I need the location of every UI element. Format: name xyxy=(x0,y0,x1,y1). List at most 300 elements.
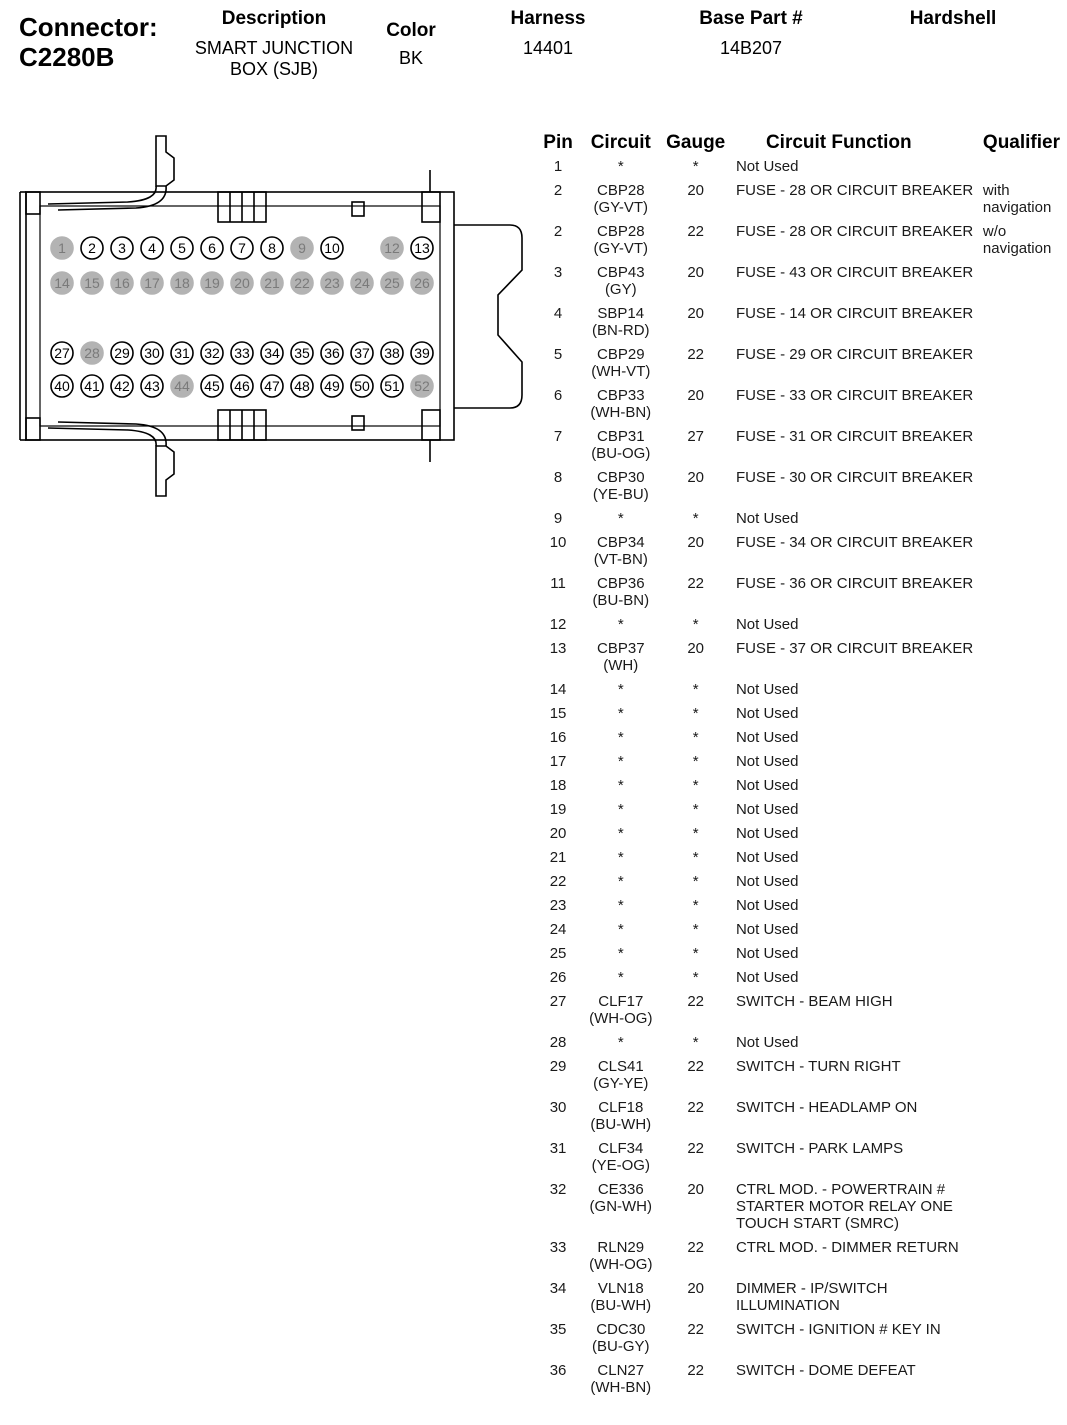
pin-number: 24 xyxy=(549,921,567,938)
cavity-label: 7 xyxy=(238,240,246,256)
cavity-label: 43 xyxy=(144,378,160,394)
cavity-label: 44 xyxy=(174,378,190,394)
cavity-21 xyxy=(261,272,283,294)
table-row xyxy=(530,1034,1060,1058)
circuit-function-cell: FUSE - 34 OR CIRCUIT BREAKER xyxy=(735,534,974,551)
table-row xyxy=(530,849,1060,873)
cavity-label: 10 xyxy=(324,240,340,256)
cavity-16 xyxy=(111,272,133,294)
pin-number: 35 xyxy=(549,1321,567,1338)
qualifier-cell xyxy=(983,753,1060,777)
cavity-18 xyxy=(171,272,193,294)
cavity-33 xyxy=(231,342,253,364)
cavity-51 xyxy=(381,375,403,397)
qualifier-cell xyxy=(983,575,1060,616)
circuit-function-cell: SWITCH - HEADLAMP ON xyxy=(735,1099,918,1116)
table-row xyxy=(530,825,1060,849)
qualifier-cell xyxy=(983,264,1060,305)
circuit-cell xyxy=(586,616,655,640)
circuit-function-cell: Not Used xyxy=(735,801,799,818)
circuit-cell xyxy=(586,428,655,469)
circuit-function-cell: Not Used xyxy=(735,158,799,175)
circuit-code: * xyxy=(617,969,624,986)
connector-title xyxy=(19,12,158,72)
gauge-cell: 22 xyxy=(687,1239,705,1256)
circuit-function-cell: FUSE - 37 OR CIRCUIT BREAKER xyxy=(735,640,974,657)
circuit-code: CBP43 xyxy=(597,264,645,281)
circuit-cell xyxy=(586,705,655,729)
circuit-code: * xyxy=(617,897,624,914)
gauge-cell: 20 xyxy=(687,1280,705,1297)
table-row xyxy=(530,705,1060,729)
pin-number: 16 xyxy=(549,729,567,746)
circuit-code: VLN18 xyxy=(597,1280,644,1297)
qualifier-cell xyxy=(983,681,1060,705)
circuit-function-cell: FUSE - 29 OR CIRCUIT BREAKER xyxy=(735,346,974,363)
table-row xyxy=(530,777,1060,801)
circuit-cell xyxy=(586,1181,655,1239)
qualifier-cell xyxy=(983,801,1060,825)
circuit-function-cell: Not Used xyxy=(735,777,799,794)
pin-number: 17 xyxy=(549,753,567,770)
cavity-label: 39 xyxy=(414,345,430,361)
table-row xyxy=(530,1280,1060,1321)
cavity-7 xyxy=(231,237,253,259)
cavity-5 xyxy=(171,237,193,259)
cavity-12 xyxy=(381,237,403,259)
cavity-label: 40 xyxy=(54,378,70,394)
cavity-22 xyxy=(291,272,313,294)
circuit-function-cell: SWITCH - DOME DEFEAT xyxy=(735,1362,916,1379)
gauge-cell: * xyxy=(692,969,699,986)
table-row xyxy=(530,969,1060,993)
pin-table-body xyxy=(530,158,1060,1403)
pin-number: 26 xyxy=(549,969,567,986)
cavity-42 xyxy=(111,375,133,397)
cavity-label: 33 xyxy=(234,345,250,361)
wire-color: (WH) xyxy=(603,657,639,674)
pin-number: 13 xyxy=(549,640,567,657)
qualifier-cell xyxy=(983,346,1060,387)
qualifier-cell xyxy=(983,1280,1060,1321)
table-row xyxy=(530,616,1060,640)
hardshell-block xyxy=(888,8,1018,30)
header-circuit-function: Circuit Function xyxy=(765,132,912,153)
qualifier-cell xyxy=(983,1058,1060,1099)
table-row xyxy=(530,640,1060,681)
cavity-3 xyxy=(111,237,133,259)
cavity-label: 21 xyxy=(264,275,280,291)
pin-number: 29 xyxy=(549,1058,567,1075)
description-value-line2: BOX (SJB) xyxy=(229,59,318,79)
cavity-17 xyxy=(141,272,163,294)
qualifier-cell xyxy=(983,616,1060,640)
wire-color: (BU-WH) xyxy=(590,1116,652,1133)
cavity-label: 34 xyxy=(264,345,280,361)
cavity-47 xyxy=(261,375,283,397)
circuit-cell xyxy=(586,681,655,705)
table-row xyxy=(530,158,1060,182)
cavity-label: 18 xyxy=(174,275,190,291)
cavity-32 xyxy=(201,342,223,364)
pin-number: 20 xyxy=(549,825,567,842)
table-row xyxy=(530,1362,1060,1403)
table-row xyxy=(530,1239,1060,1280)
circuit-code: CBP31 xyxy=(597,428,645,445)
cavity-36 xyxy=(321,342,343,364)
cavity-grid xyxy=(51,237,433,397)
qualifier-cell xyxy=(983,945,1060,969)
circuit-function-cell: Not Used xyxy=(735,1034,799,1051)
circuit-cell xyxy=(586,1099,655,1140)
circuit-code: CLF17 xyxy=(598,993,644,1010)
circuit-function-cell: Not Used xyxy=(735,753,799,770)
gauge-cell: 22 xyxy=(687,1058,705,1075)
circuit-function-cell: CTRL MOD. - POWERTRAIN # STARTER MOTOR RELAY ONE TOUCH START (SMRC) xyxy=(735,1181,953,1232)
circuit-cell xyxy=(586,1280,655,1321)
wire-color: (GY-VT) xyxy=(593,240,648,257)
cavity-label: 42 xyxy=(114,378,130,394)
circuit-code: * xyxy=(617,777,624,794)
gauge-cell: * xyxy=(692,753,699,770)
gauge-cell: * xyxy=(692,510,699,527)
qualifier-cell xyxy=(983,1181,1060,1239)
cavity-label: 23 xyxy=(324,275,340,291)
pin-number: 2 xyxy=(553,182,563,199)
pin-number: 28 xyxy=(549,1034,567,1051)
pin-number: 6 xyxy=(553,387,563,404)
header-pin: Pin xyxy=(543,132,573,153)
cavity-label: 38 xyxy=(384,345,400,361)
circuit-function-cell: FUSE - 33 OR CIRCUIT BREAKER xyxy=(735,387,974,404)
circuit-function-cell: CTRL MOD. - DIMMER RETURN xyxy=(735,1239,959,1256)
table-row xyxy=(530,873,1060,897)
qualifier-cell xyxy=(983,510,1060,534)
table-row xyxy=(530,801,1060,825)
cavity-9 xyxy=(291,237,313,259)
table-row xyxy=(530,897,1060,921)
cavity-label: 3 xyxy=(118,240,126,256)
qualifier-cell xyxy=(983,777,1060,801)
qualifier-cell xyxy=(983,305,1060,346)
cavity-label: 26 xyxy=(414,275,430,291)
qualifier-cell xyxy=(983,873,1060,897)
table-row xyxy=(530,753,1060,777)
qualifier-cell xyxy=(983,1034,1060,1058)
cavity-label: 28 xyxy=(84,345,100,361)
pin-number: 12 xyxy=(549,616,567,633)
cavity-label: 32 xyxy=(204,345,220,361)
cavity-label: 51 xyxy=(384,378,400,394)
qualifier-cell xyxy=(983,705,1060,729)
gauge-cell: * xyxy=(692,945,699,962)
gauge-cell: 22 xyxy=(687,993,705,1010)
pin-number: 27 xyxy=(549,993,567,1010)
circuit-cell xyxy=(586,305,655,346)
wire-color: (VT-BN) xyxy=(593,551,648,568)
circuit-function-cell: Not Used xyxy=(735,616,799,633)
circuit-cell xyxy=(586,264,655,305)
circuit-function-cell: SWITCH - BEAM HIGH xyxy=(735,993,893,1010)
cavity-44 xyxy=(171,375,193,397)
pin-number: 18 xyxy=(549,777,567,794)
cavity-4 xyxy=(141,237,163,259)
circuit-function-cell: Not Used xyxy=(735,897,799,914)
circuit-code: * xyxy=(617,825,624,842)
cavity-20 xyxy=(231,272,253,294)
gauge-cell: * xyxy=(692,777,699,794)
circuit-code: CBP34 xyxy=(597,534,645,551)
cavity-label: 31 xyxy=(174,345,190,361)
cavity-38 xyxy=(381,342,403,364)
cavity-45 xyxy=(201,375,223,397)
cavity-label: 37 xyxy=(354,345,370,361)
cavity-label: 48 xyxy=(294,378,310,394)
gauge-cell: 20 xyxy=(687,534,705,551)
base-part-block xyxy=(676,8,826,59)
wire-color: (WH-OG) xyxy=(589,1010,653,1027)
circuit-code: CLF34 xyxy=(598,1140,644,1157)
qualifier-cell xyxy=(983,534,1060,575)
circuit-cell xyxy=(586,158,655,182)
circuit-code: CDC30 xyxy=(596,1321,646,1338)
pin-number: 2 xyxy=(553,223,563,240)
circuit-code: CBP29 xyxy=(597,346,645,363)
pin-number: 5 xyxy=(553,346,563,363)
cavity-10 xyxy=(321,237,343,259)
circuit-cell xyxy=(586,1321,655,1362)
table-row xyxy=(530,945,1060,969)
cavity-52 xyxy=(411,375,433,397)
pin-number: 9 xyxy=(553,510,563,527)
circuit-cell xyxy=(586,1140,655,1181)
wire-color: (WH-OG) xyxy=(589,1256,653,1273)
cavity-label: 52 xyxy=(414,378,430,394)
pin-number: 33 xyxy=(549,1239,567,1256)
gauge-cell: 22 xyxy=(687,1140,705,1157)
table-row xyxy=(530,469,1060,510)
cavity-35 xyxy=(291,342,313,364)
pin-number: 22 xyxy=(549,873,567,890)
qualifier-cell: with navigation xyxy=(982,182,1052,216)
cavity-label: 24 xyxy=(354,275,370,291)
cavity-label: 2 xyxy=(88,240,96,256)
cavity-label: 47 xyxy=(264,378,280,394)
circuit-code: * xyxy=(617,849,624,866)
qualifier-cell xyxy=(983,969,1060,993)
connector-label: Connector: xyxy=(19,12,158,42)
pin-number: 21 xyxy=(549,849,567,866)
table-row xyxy=(530,921,1060,945)
gauge-cell: * xyxy=(692,921,699,938)
base-part-label: Base Part # xyxy=(699,8,803,29)
circuit-cell xyxy=(586,993,655,1034)
cavity-label: 50 xyxy=(354,378,370,394)
gauge-cell: 20 xyxy=(687,264,705,281)
circuit-code: CBP30 xyxy=(597,469,645,486)
cavity-29 xyxy=(111,342,133,364)
circuit-function-cell: SWITCH - TURN RIGHT xyxy=(735,1058,901,1075)
base-part-value: 14B207 xyxy=(719,38,783,58)
cavity-19 xyxy=(201,272,223,294)
circuit-cell xyxy=(586,1362,655,1403)
cavity-41 xyxy=(81,375,103,397)
cavity-label: 9 xyxy=(298,240,306,256)
pin-number: 32 xyxy=(549,1181,567,1198)
cavity-label: 17 xyxy=(144,275,160,291)
wire-color: (YE-OG) xyxy=(591,1157,650,1174)
cavity-label: 46 xyxy=(234,378,250,394)
cavity-label: 15 xyxy=(84,275,100,291)
cavity-24 xyxy=(351,272,373,294)
cavity-6 xyxy=(201,237,223,259)
pin-number: 1 xyxy=(553,158,563,175)
circuit-cell xyxy=(586,534,655,575)
circuit-code: CLN27 xyxy=(597,1362,645,1379)
pin-number: 14 xyxy=(549,681,567,698)
cavity-13 xyxy=(411,237,433,259)
qualifier-cell xyxy=(983,1321,1060,1362)
gauge-cell: 22 xyxy=(687,1321,705,1338)
cavity-label: 29 xyxy=(114,345,130,361)
gauge-cell: * xyxy=(692,849,699,866)
circuit-code: * xyxy=(617,681,624,698)
wire-color: (GY) xyxy=(604,281,637,298)
circuit-code: * xyxy=(617,158,624,175)
cavity-50 xyxy=(351,375,373,397)
table-row xyxy=(530,1181,1060,1239)
circuit-code: CLS41 xyxy=(597,1058,644,1075)
qualifier-cell xyxy=(983,469,1060,510)
cavity-label: 5 xyxy=(178,240,186,256)
cavity-2 xyxy=(81,237,103,259)
gauge-cell: 22 xyxy=(687,1099,705,1116)
circuit-code: * xyxy=(617,510,624,527)
circuit-function-cell: Not Used xyxy=(735,705,799,722)
circuit-cell xyxy=(586,387,655,428)
circuit-cell xyxy=(586,469,655,510)
circuit-cell xyxy=(586,346,655,387)
circuit-cell xyxy=(586,801,655,825)
pin-number: 23 xyxy=(549,897,567,914)
gauge-cell: 22 xyxy=(687,346,705,363)
gauge-cell: * xyxy=(692,616,699,633)
color-block xyxy=(370,20,452,69)
circuit-code: * xyxy=(617,945,624,962)
gauge-cell: 20 xyxy=(687,305,705,322)
table-row xyxy=(530,993,1060,1034)
wire-color: (WH-VT) xyxy=(591,363,651,380)
pin-number: 25 xyxy=(549,945,567,962)
connector-id: C2280B xyxy=(19,42,115,72)
cavity-label: 4 xyxy=(148,240,156,256)
circuit-cell xyxy=(586,825,655,849)
circuit-function-cell: FUSE - 36 OR CIRCUIT BREAKER xyxy=(735,575,974,592)
table-row xyxy=(530,1140,1060,1181)
circuit-function-cell: Not Used xyxy=(735,825,799,842)
circuit-function-cell: Not Used xyxy=(735,945,799,962)
cavity-label: 12 xyxy=(384,240,400,256)
cavity-39 xyxy=(411,342,433,364)
circuit-code: SBP14 xyxy=(597,305,645,322)
circuit-code: CBP28 xyxy=(597,182,645,199)
circuit-cell xyxy=(586,849,655,873)
connector-face-diagram xyxy=(18,130,530,502)
cavity-8 xyxy=(261,237,283,259)
harness-label: Harness xyxy=(510,8,586,29)
table-row xyxy=(530,534,1060,575)
table-row xyxy=(530,510,1060,534)
gauge-cell: 20 xyxy=(687,182,705,199)
pin-number: 31 xyxy=(549,1140,567,1157)
cavity-label: 35 xyxy=(294,345,310,361)
gauge-cell: 20 xyxy=(687,1181,705,1198)
gauge-cell: 22 xyxy=(687,1362,705,1379)
cavity-label: 22 xyxy=(294,275,310,291)
cavity-label: 30 xyxy=(144,345,160,361)
gauge-cell: 20 xyxy=(687,469,705,486)
wire-color: (BU-OG) xyxy=(591,445,651,462)
gauge-cell: 22 xyxy=(687,575,705,592)
gauge-cell: 22 xyxy=(687,223,705,240)
pin-number: 34 xyxy=(549,1280,567,1297)
circuit-code: RLN29 xyxy=(597,1239,645,1256)
circuit-code: * xyxy=(617,705,624,722)
pin-number: 11 xyxy=(550,575,566,592)
circuit-cell xyxy=(586,640,655,681)
harness-block xyxy=(486,8,610,59)
gauge-cell: * xyxy=(692,158,699,175)
table-row xyxy=(530,575,1060,616)
table-row xyxy=(530,305,1060,346)
cavity-label: 6 xyxy=(208,240,216,256)
circuit-code: CBP36 xyxy=(597,575,645,592)
cavity-label: 25 xyxy=(384,275,400,291)
table-row xyxy=(530,182,1060,223)
cavity-37 xyxy=(351,342,373,364)
cavity-label: 36 xyxy=(324,345,340,361)
cavity-label: 13 xyxy=(414,240,430,256)
cavity-34 xyxy=(261,342,283,364)
qualifier-cell xyxy=(983,993,1060,1034)
wire-color: (BN-RD) xyxy=(592,322,650,339)
cavity-23 xyxy=(321,272,343,294)
pin-table xyxy=(530,132,1060,1403)
color-value: BK xyxy=(398,48,423,68)
wire-color: (GN-WH) xyxy=(589,1198,653,1215)
wire-color: (GY-YE) xyxy=(593,1075,649,1092)
cavity-49 xyxy=(321,375,343,397)
table-row xyxy=(530,729,1060,753)
cavity-46 xyxy=(231,375,253,397)
cavity-label: 19 xyxy=(204,275,220,291)
circuit-function-cell: FUSE - 30 OR CIRCUIT BREAKER xyxy=(735,469,974,486)
gauge-cell: * xyxy=(692,681,699,698)
wire-color: (YE-BU) xyxy=(592,486,649,503)
circuit-function-cell: FUSE - 28 OR CIRCUIT BREAKER xyxy=(735,182,974,199)
gauge-cell: 20 xyxy=(687,640,705,657)
circuit-code: CBP28 xyxy=(597,223,645,240)
cavity-48 xyxy=(291,375,313,397)
circuit-cell xyxy=(586,873,655,897)
qualifier-cell xyxy=(983,158,1060,182)
circuit-code: * xyxy=(617,921,624,938)
table-row xyxy=(530,264,1060,305)
circuit-function-cell: Not Used xyxy=(735,969,799,986)
qualifier-cell xyxy=(983,640,1060,681)
table-row xyxy=(530,1099,1060,1140)
circuit-function-cell: Not Used xyxy=(735,510,799,527)
